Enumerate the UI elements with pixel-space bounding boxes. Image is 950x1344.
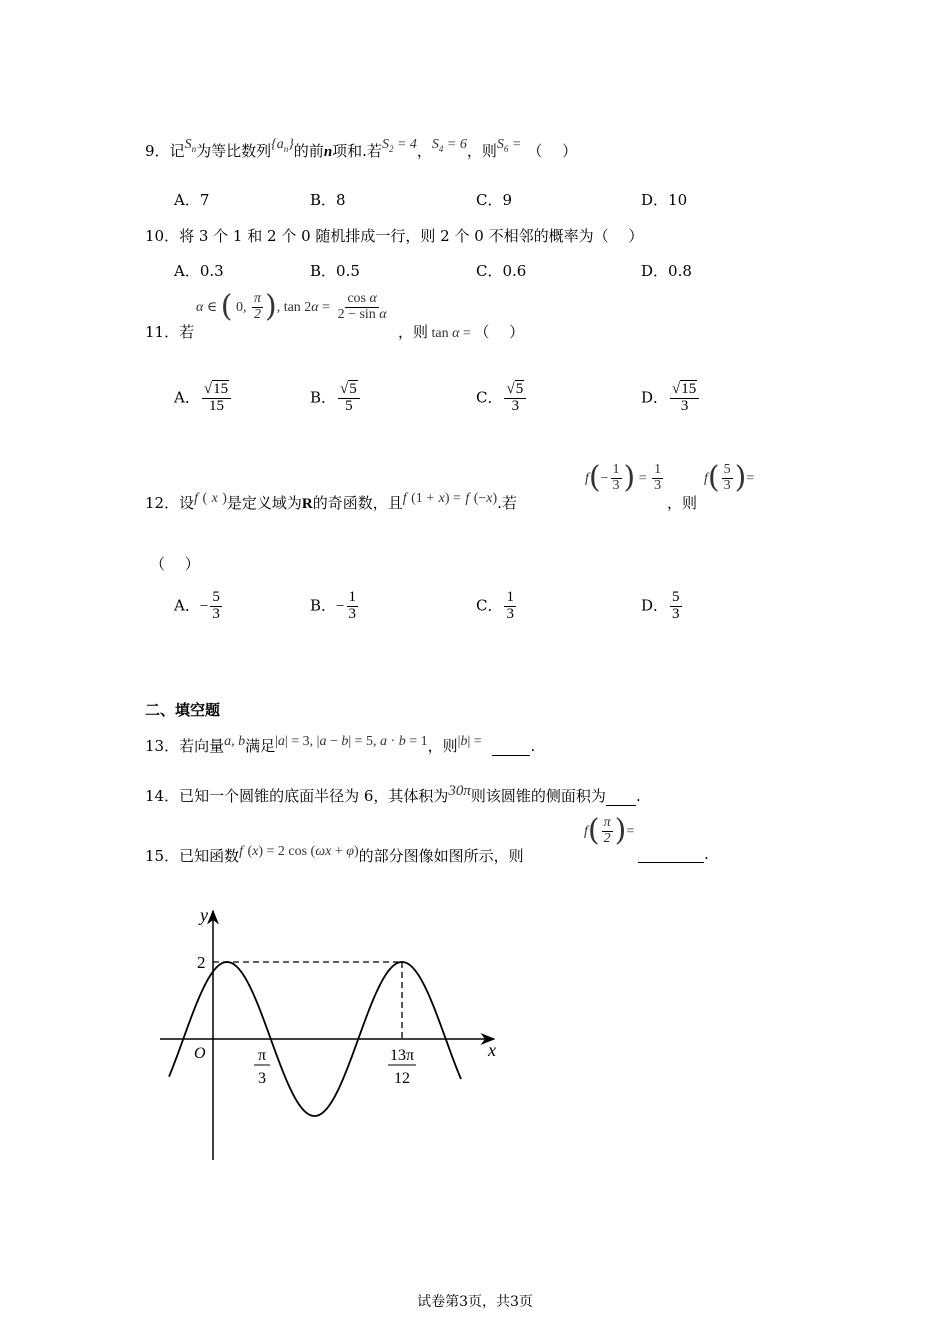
q15-answer-blank[interactable] — [638, 848, 704, 863]
function-graph — [150, 900, 510, 1170]
x-axis-label: x — [488, 1040, 496, 1060]
q11-option-b[interactable]: B． $\frac{√5}{5}$ — [310, 382, 362, 415]
q11-condition: α ∈ ( 0, $\frac{\pi}{2}$ ), tan 2α = $\frac{\text{cos α}}{\text{2 − sin α}}$ — [196, 289, 387, 325]
tick1-denominator: 3 — [258, 1070, 266, 1087]
q10-option-c[interactable]: C．0.6 — [476, 262, 527, 280]
math-S6: $S_6$ = — [496, 137, 522, 154]
q10-option-b[interactable]: B．0.5 — [310, 262, 360, 280]
section-title: 二、填空题 — [145, 701, 221, 719]
math-Sn: $S_n$ — [184, 137, 197, 154]
q10-option-a[interactable]: A．0.3 — [174, 262, 224, 280]
q11-prefix: 11．若 — [145, 323, 195, 341]
q12-option-a[interactable]: A．− $\frac{5}{3}$ — [174, 589, 220, 622]
math-vector-conditions: |a| = 3, |a − b| = 5, a · b = 1 — [275, 734, 428, 749]
q9-option-c[interactable]: C．9 — [476, 191, 513, 209]
origin-label: O — [194, 1045, 206, 1062]
page-footer: 试卷第3页，共3页 — [417, 1294, 533, 1310]
q12-then: ，则 — [667, 494, 698, 512]
math-S2: $S_2 = 4$ — [381, 137, 417, 154]
y-axis-label: y — [200, 905, 208, 925]
math-fx: f ( x ) — [194, 491, 227, 506]
tick2-denominator: 12 — [394, 1070, 410, 1087]
q9-option-d[interactable]: D．10 — [641, 191, 688, 209]
q11-option-c[interactable]: C． $\frac{√5}{3}$ — [476, 382, 528, 415]
q10-text: 10．将 3 个 1 和 2 个 0 随机排成一行，则 2 个 0 不相邻的概率为（ ） — [145, 227, 644, 245]
q11-option-a[interactable]: A． $\frac{√15}{15}$ — [174, 382, 233, 415]
q9-number: 9． — [145, 142, 170, 160]
q12-line: 12．设f ( x )是定义域为R的奇函数，且f (1 + x) = f (−x).若 — [145, 491, 517, 512]
math-an: $\{a_n\}$ — [271, 137, 294, 154]
math-function: f (x) = 2 cos (ωx + φ) — [239, 844, 359, 859]
q11-suffix: ，则 tan α = （ ） — [398, 323, 525, 341]
q12-option-d[interactable]: D． $\frac{5}{3}$ — [641, 589, 680, 622]
math-f-identity: f (1 + x) = f (−x) — [402, 491, 498, 506]
max-value-label: 2 — [197, 953, 206, 972]
q13-answer-blank[interactable] — [492, 741, 530, 756]
q11-option-d[interactable]: D． $\frac{√15}{3}$ — [641, 382, 701, 415]
math-f-five-thirds: f( $\frac{5}{3}$ )= — [704, 460, 755, 496]
q14-line: 14．已知一个圆锥的底面半径为 6，其体积为30π则该圆锥的侧面积为 . — [145, 783, 641, 805]
tick2-numerator: 13π — [389, 1047, 415, 1064]
q12-option-c[interactable]: C． $\frac{1}{3}$ — [476, 589, 514, 622]
q15-line: 15．已知函数f (x) = 2 cos (ωx + φ)的部分图像如图所示，则 — [145, 844, 524, 865]
q14-answer-blank[interactable] — [606, 791, 636, 806]
q15-answer: . — [638, 845, 709, 863]
q10-option-d[interactable]: D．0.8 — [641, 262, 692, 280]
math-f-pi-half: f( $\frac{\pi}{2}$ )= — [584, 813, 635, 849]
q9-option-b[interactable]: B．8 — [310, 191, 346, 209]
q9-line: 9．记$S_n$为等比数列$\{a_n\}$的前n项和.若$S_2 = 4$，$S_4 = 6$，则$S_6$ = （ ） — [145, 137, 578, 160]
math-f-minus-third: f(− $\frac{1}{3}$ ) = $\frac{1}{3}$ — [585, 460, 662, 496]
q12-option-b[interactable]: B．− $\frac{1}{3}$ — [310, 589, 356, 622]
tick1-numerator: π — [257, 1047, 267, 1064]
q9-option-a[interactable]: A．7 — [174, 191, 210, 209]
q12-paren: （ ） — [150, 555, 200, 573]
math-S4: $S_4 = 6$ — [431, 137, 467, 154]
q13-line: 13．若向量a, b满足|a| = 3, |a − b| = 5, a · b = 1，则|b| = . — [145, 734, 536, 755]
